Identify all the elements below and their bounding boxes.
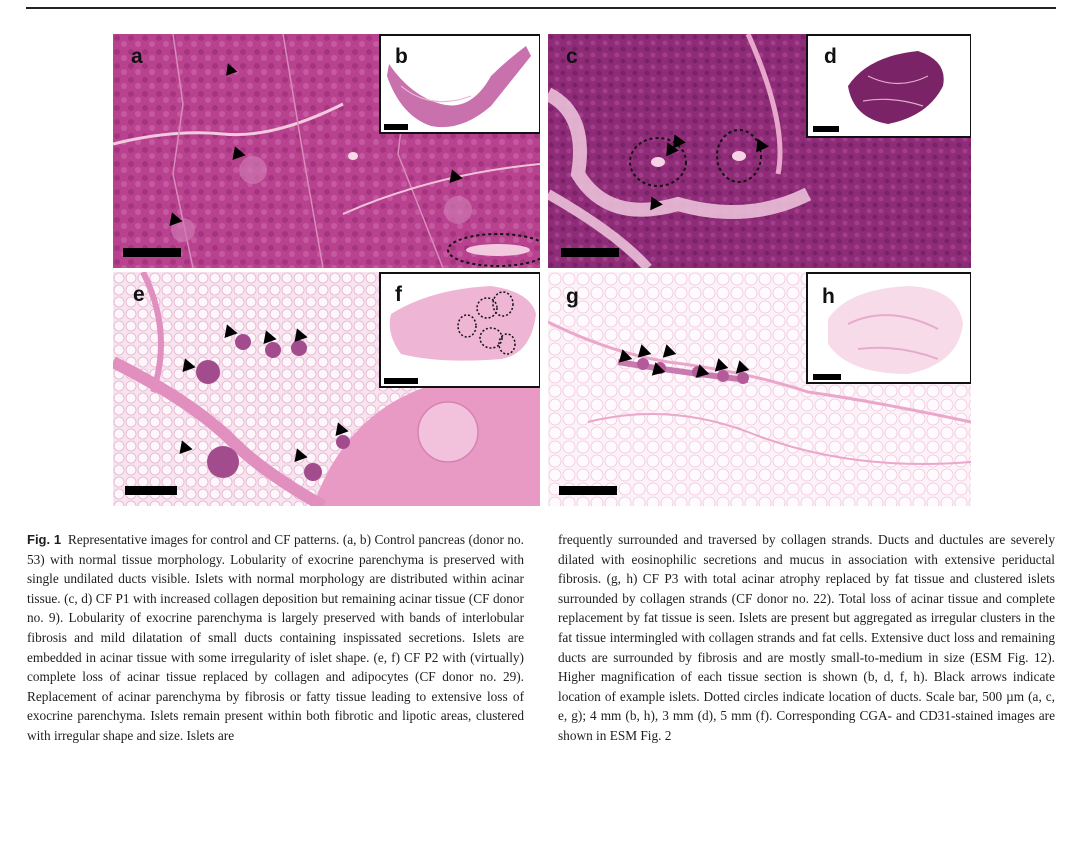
panel-a-scale-bar: [123, 248, 181, 257]
inset-d-scale-bar: [813, 126, 839, 132]
inset-f-tissue: [381, 274, 540, 388]
inset-f-label: f: [395, 283, 402, 306]
inset-h-scale-bar: [813, 374, 841, 380]
panel-g-label: g: [566, 285, 579, 308]
top-rule: [26, 7, 1056, 9]
caption-left-text: Representative images for control and CF patterns. (a, b) Control pancreas (donor no. 53) with normal tissue morphology. Lobularity of exocrine parenchyma is preserved with single undilated ducts visible. Islets with normal morphology are distributed within acinar tissue. (c, d) CF P1 with increased collagen deposition but remaining acinar tissue (CF donor no. 9). Lobularity of exocrine parenchyma is largely preserved with bands of interlobular fibrosis and mild dilatation of small ducts containing inspissated secretions. Islets are embedded in acinar tissue with some irregularity of islet shape. (e, f) CF P2 with (virtually) complete loss of acinar tissue replaced by collagen and adipocytes (CF donor no. 29). Replacement of acinar parenchyma by fibrosis or fatty tissue leading to extensive loss of exocrine parenchyma. Islets remain present within both fibrotic and lipotic areas, clustered with irregular shape and size. Islets are: [27, 532, 524, 743]
panel-g-image: [548, 272, 971, 506]
panel-a-label: a: [131, 45, 143, 68]
inset-h-image: [806, 272, 971, 384]
inset-b-image: [379, 34, 540, 134]
panel-c-label: c: [566, 45, 578, 68]
inset-h-label: h: [822, 285, 835, 308]
panel-e-label: e: [133, 283, 145, 306]
panel-a-image: [113, 34, 540, 268]
figure-label: Fig. 1: [27, 532, 62, 547]
caption-right-column: [558, 530, 1055, 746]
inset-f-image: [379, 272, 540, 388]
inset-d-label: d: [824, 45, 837, 68]
panel-e-image: [113, 272, 540, 506]
panel-c-image: [548, 34, 971, 268]
caption-right-text: frequently surrounded and traversed by collagen strands. Ducts and ductules are severely dilated with eosinophilic secretions and mucus in association with extensive periductal fibrosis. (g, h) CF P3 with total acinar atrophy replaced by fat tissue and clustered islets surrounded by collagen strands (CF donor no. 22). Total loss of acinar tissue and complete replacement by fat tissue is seen. Islets are present but aggregated as irregular clusters in the fat tissue intermingled with collagen strands and fat cells. Extensive duct loss and remaining ducts are surrounded by fibrosis and are mostly small-to-medium in size (ESM Fig. 12). Higher magnification of each tissue section is shown (b, d, f, h). Black arrows indicate location of example islets. Dotted circles indicate location of ducts. Scale bar, 500 µm (a, c, e, g); 4 mm (b, h), 3 mm (d), 5 mm (f). Corresponding CGA- and CD31-stained images are shown in ESM Fig. 2: [558, 532, 1055, 743]
panel-c-scale-bar: [561, 248, 619, 257]
panel-e-scale-bar: [125, 486, 177, 495]
inset-b-scale-bar: [384, 124, 408, 130]
inset-f-scale-bar: [384, 378, 418, 384]
caption-left-column: [27, 530, 524, 746]
panel-g-scale-bar: [559, 486, 617, 495]
inset-d-image: [806, 34, 971, 138]
inset-b-label: b: [395, 45, 408, 68]
